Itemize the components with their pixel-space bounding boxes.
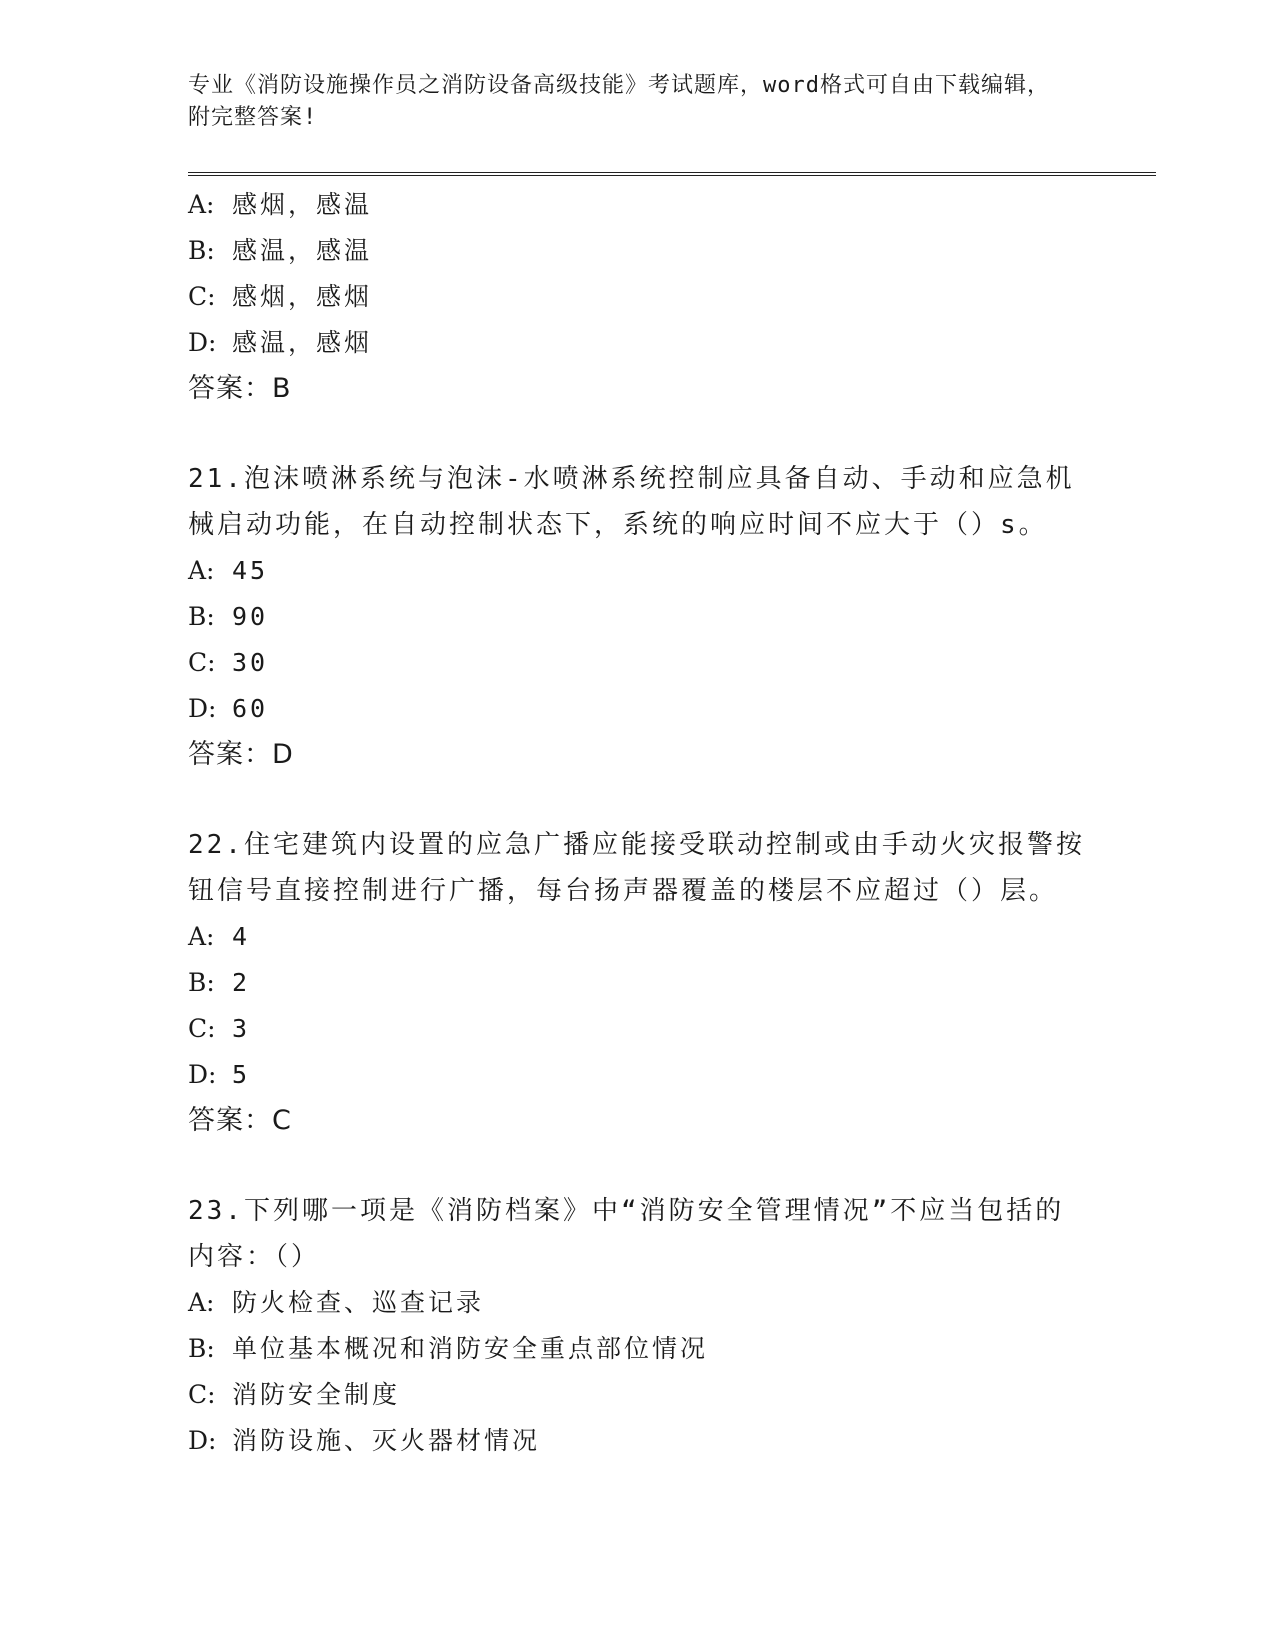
option-text: 感温，感温 (232, 236, 373, 265)
option-key: D: (188, 1060, 217, 1089)
option-text: 5 (232, 1060, 251, 1089)
option-text: 90 (232, 602, 269, 631)
option-text: 4 (232, 922, 251, 951)
option-c (188, 1372, 1158, 1418)
answer-line: 答案：C (188, 1105, 292, 1136)
option-key: B: (188, 602, 215, 631)
option-key: B: (188, 236, 215, 265)
option-key: C: (188, 1014, 216, 1043)
document-header: 专业《消防设施操作员之消防设备高级技能》考试题库，word格式可自由下载编辑，附完整答案! (188, 73, 1050, 130)
previous-question-options (188, 182, 1158, 412)
option-key: D: (188, 328, 217, 357)
option-key: D: (188, 694, 217, 723)
question-text: 23.下列哪一项是《消防档案》中“消防安全管理情况”不应当包括的内容：（） (188, 1196, 1065, 1272)
option-key: A: (188, 190, 215, 219)
option-text: 30 (232, 648, 269, 677)
option-d (188, 320, 1158, 366)
option-c (188, 640, 1158, 686)
option-a (188, 548, 1158, 594)
option-key: B: (188, 1334, 215, 1363)
option-key: C: (188, 282, 216, 311)
option-a (188, 1280, 1158, 1326)
option-text: 2 (232, 968, 251, 997)
option-text: 单位基本概况和消防安全重点部位情况 (232, 1334, 709, 1363)
option-c (188, 274, 1158, 320)
question-21 (188, 456, 1158, 778)
option-text: 感烟，感温 (232, 190, 373, 219)
answer-line: 答案：D (188, 739, 294, 770)
option-text: 消防安全制度 (232, 1380, 401, 1409)
header-divider (188, 172, 1156, 176)
option-key: A: (188, 1288, 215, 1317)
option-b (188, 960, 1158, 1006)
document-page (188, 70, 1158, 1464)
option-text: 感温，感烟 (232, 328, 373, 357)
option-key: D: (188, 1426, 217, 1455)
option-b (188, 228, 1158, 274)
option-text: 45 (232, 556, 269, 585)
option-b (188, 1326, 1158, 1372)
option-key: A: (188, 922, 215, 951)
answer-line: 答案：B (188, 373, 292, 404)
option-text: 防火检查、巡查记录 (232, 1288, 485, 1317)
question-text: 21.泡沫喷淋系统与泡沫-水喷淋系统控制应具备自动、手动和应急机械启动功能，在自动控制状态下，系统的响应时间不应大于（）s。 (188, 464, 1075, 540)
option-text: 感烟，感烟 (232, 282, 373, 311)
option-text: 60 (232, 694, 269, 723)
question-23 (188, 1188, 1158, 1464)
question-text: 22.住宅建筑内设置的应急广播应能接受联动控制或由手动火灾报警按钮信号直接控制进行广播，每台扬声器覆盖的楼层不应超过（）层。 (188, 830, 1085, 906)
option-d (188, 1418, 1158, 1464)
option-a (188, 914, 1158, 960)
option-text: 3 (232, 1014, 251, 1043)
option-key: C: (188, 1380, 216, 1409)
option-key: C: (188, 648, 216, 677)
option-b (188, 594, 1158, 640)
question-22 (188, 822, 1158, 1144)
option-d (188, 686, 1158, 732)
option-d (188, 1052, 1158, 1098)
option-text: 消防设施、灭火器材情况 (232, 1426, 541, 1455)
option-key: A: (188, 556, 215, 585)
option-a (188, 182, 1158, 228)
option-key: B: (188, 968, 215, 997)
option-c (188, 1006, 1158, 1052)
